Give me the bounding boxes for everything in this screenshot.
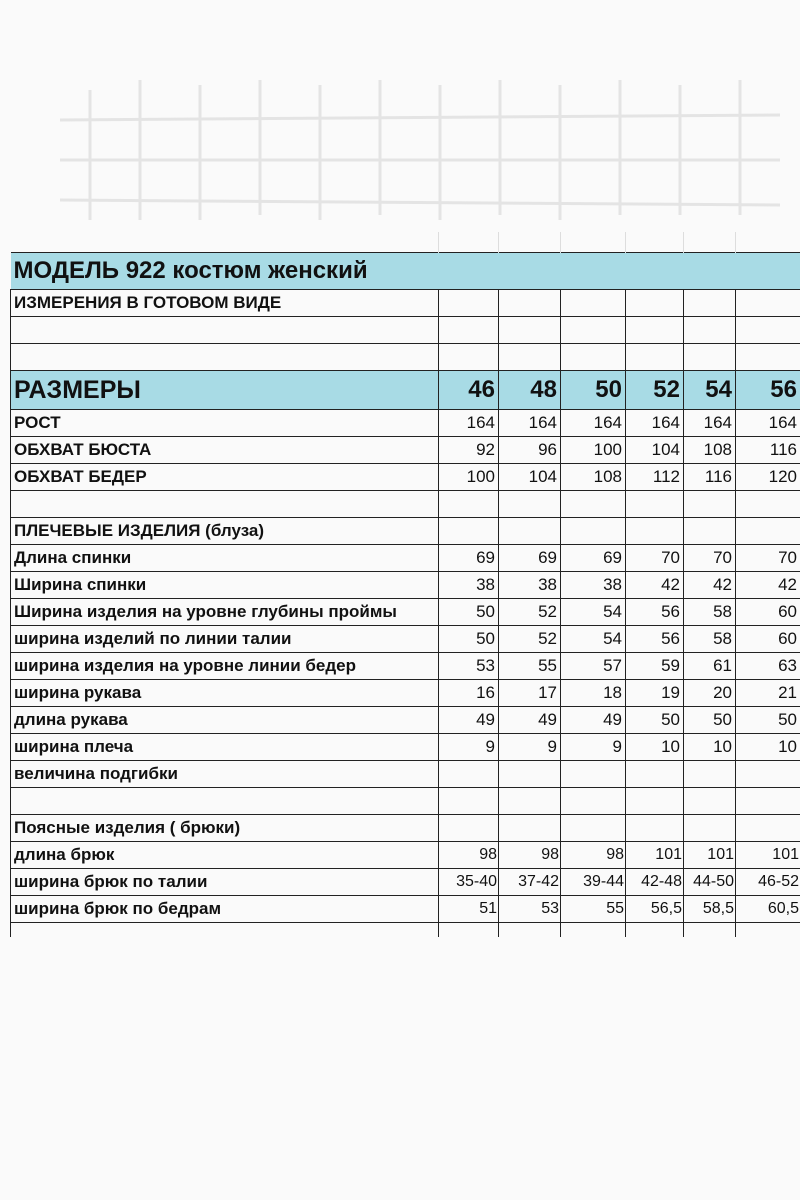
subtitle-row bbox=[11, 290, 800, 317]
cell-value: 18 bbox=[561, 680, 626, 707]
cell-value: 101 bbox=[626, 842, 684, 869]
cell-value: 56 bbox=[626, 626, 684, 653]
spacer-row bbox=[11, 491, 800, 518]
cell-value: 60 bbox=[736, 599, 800, 626]
size-chart-table bbox=[10, 232, 800, 937]
cell-value: 70 bbox=[626, 545, 684, 572]
cell-value bbox=[499, 761, 561, 788]
cell-value: 112 bbox=[626, 464, 684, 491]
top-strip-row bbox=[11, 232, 800, 253]
cell-value bbox=[561, 761, 626, 788]
cell-value: 116 bbox=[684, 464, 736, 491]
cell-value: 164 bbox=[499, 410, 561, 437]
cell-value: 53 bbox=[499, 896, 561, 923]
cell-value: 38 bbox=[439, 572, 499, 599]
cell-value: 39-44 bbox=[561, 869, 626, 896]
measurements-subtitle: ИЗМЕРЕНИЯ В ГОТОВОМ ВИДЕ bbox=[11, 290, 439, 317]
cell-value: 37-42 bbox=[499, 869, 561, 896]
cell-value: 50 bbox=[439, 599, 499, 626]
cell-value: 49 bbox=[499, 707, 561, 734]
row-label: длина рукава bbox=[11, 707, 439, 734]
cell-value: 70 bbox=[736, 545, 800, 572]
cell-value: 55 bbox=[561, 896, 626, 923]
cell-value: 98 bbox=[439, 842, 499, 869]
table-row bbox=[11, 842, 800, 869]
empty-cell bbox=[626, 815, 684, 842]
cell-value: 98 bbox=[561, 842, 626, 869]
cell-value: 49 bbox=[439, 707, 499, 734]
empty-cell bbox=[626, 518, 684, 545]
row-label: ОБХВАТ БЕДЕР bbox=[11, 464, 439, 491]
empty-cell bbox=[499, 923, 561, 938]
cell-value: 42 bbox=[626, 572, 684, 599]
empty-cell bbox=[439, 815, 499, 842]
row-label: ширина изделий по линии талии bbox=[11, 626, 439, 653]
cell-value: 60 bbox=[736, 626, 800, 653]
table-row bbox=[11, 437, 800, 464]
table-row bbox=[11, 680, 800, 707]
row-label: ширина брюк по бедрам bbox=[11, 896, 439, 923]
empty-cell bbox=[499, 518, 561, 545]
cell-value: 53 bbox=[439, 653, 499, 680]
empty-cell bbox=[561, 923, 626, 938]
blouse-section bbox=[11, 518, 800, 545]
empty-cell bbox=[736, 518, 800, 545]
row-label: ширина изделия на уровне линии бедер bbox=[11, 653, 439, 680]
size-header: 48 bbox=[499, 371, 561, 410]
cell-value: 60,5 bbox=[736, 896, 800, 923]
empty-cell bbox=[499, 491, 561, 518]
cell-value: 52 bbox=[499, 626, 561, 653]
table-row bbox=[11, 545, 800, 572]
empty-cell bbox=[736, 815, 800, 842]
cell-value: 52 bbox=[499, 599, 561, 626]
cell-value: 96 bbox=[499, 437, 561, 464]
cell-value: 69 bbox=[561, 545, 626, 572]
empty-cell bbox=[626, 923, 684, 938]
cell-value: 164 bbox=[736, 410, 800, 437]
cell-value bbox=[626, 761, 684, 788]
cell-value: 57 bbox=[561, 653, 626, 680]
pants-section-label: Поясные изделия ( брюки) bbox=[11, 815, 439, 842]
table-row bbox=[11, 734, 800, 761]
empty-cell bbox=[561, 518, 626, 545]
empty-cell bbox=[439, 788, 499, 815]
cell-value: 54 bbox=[561, 599, 626, 626]
cell-value: 100 bbox=[439, 464, 499, 491]
row-label: ширина рукава bbox=[11, 680, 439, 707]
cell-value: 92 bbox=[439, 437, 499, 464]
empty-cell bbox=[684, 518, 736, 545]
empty-cell bbox=[561, 491, 626, 518]
cell-value: 9 bbox=[499, 734, 561, 761]
cell-value: 10 bbox=[736, 734, 800, 761]
cell-value: 21 bbox=[736, 680, 800, 707]
empty-cell bbox=[561, 815, 626, 842]
model-title: МОДЕЛЬ 922 костюм женский bbox=[11, 253, 800, 290]
empty-cell bbox=[736, 788, 800, 815]
cell-value: 56 bbox=[626, 599, 684, 626]
table-row bbox=[11, 599, 800, 626]
empty-cell bbox=[626, 491, 684, 518]
cell-value: 100 bbox=[561, 437, 626, 464]
spacer-row bbox=[11, 344, 800, 371]
cell-value: 58 bbox=[684, 626, 736, 653]
size-header: 56 bbox=[736, 371, 800, 410]
cell-value: 38 bbox=[561, 572, 626, 599]
cell-value: 59 bbox=[626, 653, 684, 680]
size-header: 54 bbox=[684, 371, 736, 410]
pants-section bbox=[11, 815, 800, 842]
size-header: 46 bbox=[439, 371, 499, 410]
empty-cell bbox=[499, 815, 561, 842]
cell-value: 164 bbox=[439, 410, 499, 437]
size-chart-sheet bbox=[10, 232, 800, 937]
cell-value: 49 bbox=[561, 707, 626, 734]
cell-value: 120 bbox=[736, 464, 800, 491]
cell-value: 50 bbox=[626, 707, 684, 734]
row-label: Ширина спинки bbox=[11, 572, 439, 599]
row-label: длина брюк bbox=[11, 842, 439, 869]
cell-value: 101 bbox=[736, 842, 800, 869]
row-label: ширина брюк по талии bbox=[11, 869, 439, 896]
cell-value: 9 bbox=[439, 734, 499, 761]
bottom-row bbox=[11, 923, 800, 938]
row-label: Длина спинки bbox=[11, 545, 439, 572]
cell-value: 69 bbox=[499, 545, 561, 572]
row-label: величина подгибки bbox=[11, 761, 439, 788]
cell-value: 164 bbox=[626, 410, 684, 437]
size-header: 50 bbox=[561, 371, 626, 410]
empty-cell bbox=[11, 923, 439, 938]
empty-cell bbox=[736, 923, 800, 938]
cell-value: 69 bbox=[439, 545, 499, 572]
table-row bbox=[11, 761, 800, 788]
cell-value: 19 bbox=[626, 680, 684, 707]
empty-cell bbox=[684, 815, 736, 842]
cell-value: 50 bbox=[736, 707, 800, 734]
cell-value: 101 bbox=[684, 842, 736, 869]
cell-value: 42-48 bbox=[626, 869, 684, 896]
blouse-section-label: ПЛЕЧЕВЫЕ ИЗДЕЛИЯ (блуза) bbox=[11, 518, 439, 545]
cell-value: 46-52 bbox=[736, 869, 800, 896]
cell-value: 42 bbox=[736, 572, 800, 599]
empty-cell bbox=[684, 923, 736, 938]
cell-value: 50 bbox=[684, 707, 736, 734]
cell-value: 20 bbox=[684, 680, 736, 707]
empty-cell bbox=[439, 923, 499, 938]
cell-value: 164 bbox=[561, 410, 626, 437]
empty-cell bbox=[626, 788, 684, 815]
cell-value bbox=[736, 761, 800, 788]
cell-value: 16 bbox=[439, 680, 499, 707]
cell-value: 61 bbox=[684, 653, 736, 680]
cell-value: 104 bbox=[499, 464, 561, 491]
size-header: 52 bbox=[626, 371, 684, 410]
empty-cell bbox=[11, 788, 439, 815]
cell-value: 164 bbox=[684, 410, 736, 437]
row-label: ширина плеча bbox=[11, 734, 439, 761]
cell-value: 10 bbox=[626, 734, 684, 761]
table-row bbox=[11, 869, 800, 896]
cell-value: 63 bbox=[736, 653, 800, 680]
empty-cell bbox=[439, 518, 499, 545]
spacer-row bbox=[11, 317, 800, 344]
cell-value: 55 bbox=[499, 653, 561, 680]
cell-value: 70 bbox=[684, 545, 736, 572]
empty-cell bbox=[684, 788, 736, 815]
table-row bbox=[11, 572, 800, 599]
table-row bbox=[11, 653, 800, 680]
cell-value: 42 bbox=[684, 572, 736, 599]
table-row bbox=[11, 464, 800, 491]
empty-cell bbox=[561, 788, 626, 815]
cell-value: 58 bbox=[684, 599, 736, 626]
spacer-row bbox=[11, 788, 800, 815]
cell-value: 17 bbox=[499, 680, 561, 707]
sizes-label: РАЗМЕРЫ bbox=[11, 371, 439, 410]
cell-value: 108 bbox=[561, 464, 626, 491]
background-bleedthrough bbox=[0, 0, 800, 230]
empty-cell bbox=[684, 491, 736, 518]
cell-value: 116 bbox=[736, 437, 800, 464]
empty-cell bbox=[499, 788, 561, 815]
row-label: ОБХВАТ БЮСТА bbox=[11, 437, 439, 464]
empty-cell bbox=[736, 491, 800, 518]
cell-value: 56,5 bbox=[626, 896, 684, 923]
cell-value: 51 bbox=[439, 896, 499, 923]
table-row bbox=[11, 896, 800, 923]
table-row bbox=[11, 410, 800, 437]
cell-value: 108 bbox=[684, 437, 736, 464]
empty-cell bbox=[439, 491, 499, 518]
empty-cell bbox=[11, 491, 439, 518]
cell-value: 54 bbox=[561, 626, 626, 653]
cell-value bbox=[684, 761, 736, 788]
cell-value: 50 bbox=[439, 626, 499, 653]
title-row bbox=[11, 253, 800, 290]
cell-value: 98 bbox=[499, 842, 561, 869]
cell-value: 38 bbox=[499, 572, 561, 599]
table-row bbox=[11, 626, 800, 653]
cell-value: 35-40 bbox=[439, 869, 499, 896]
cell-value: 10 bbox=[684, 734, 736, 761]
cell-value: 9 bbox=[561, 734, 626, 761]
row-label: Ширина изделия на уровне глубины проймы bbox=[11, 599, 439, 626]
table-row bbox=[11, 707, 800, 734]
cell-value: 58,5 bbox=[684, 896, 736, 923]
cell-value: 44-50 bbox=[684, 869, 736, 896]
sizes-header-row bbox=[11, 371, 800, 410]
cell-value bbox=[439, 761, 499, 788]
row-label: РОСТ bbox=[11, 410, 439, 437]
cell-value: 104 bbox=[626, 437, 684, 464]
